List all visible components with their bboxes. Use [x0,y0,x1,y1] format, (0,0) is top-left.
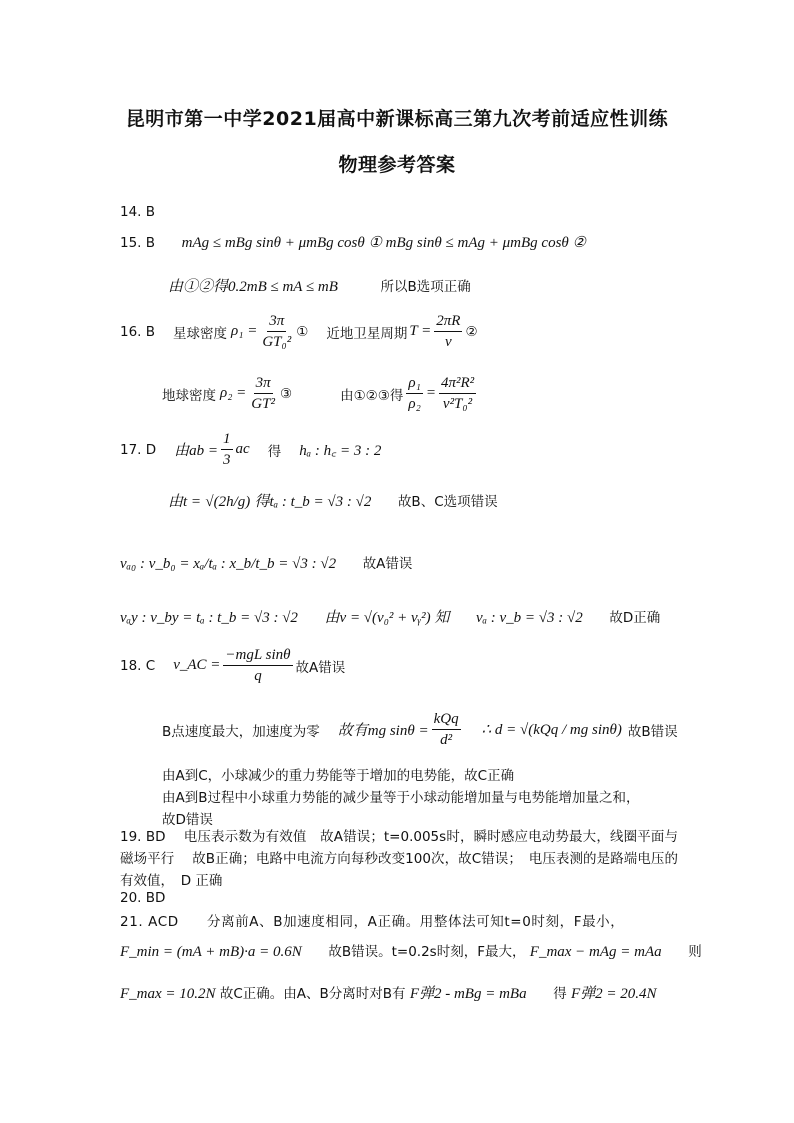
q18-a-den: q [254,668,262,684]
q18-line3: 由A到C，小球减少的重力势能等于增加的电势能，故C正确 [162,768,515,784]
q18-b2: 故有mg sinθ = [337,723,429,739]
q19-paragraph: 19. BD 电压表示数为有效值 故A错误；t=0.005s时，瞬时感应电动势最大，线圈平面与磁场平行 故B正确；电路中电流方向每秒改变100次，故C错误； 电压表测的是路端电压的有效值， D 正确 [120,829,678,889]
q17-a: 由ab = [174,443,219,459]
q17-b3: 故B、C选项错误 [397,494,498,510]
q16-rho2: ρ₂ = [220,385,247,401]
q18-line2 [162,710,678,749]
q17-a3: 得 [267,443,282,460]
q17-line2 [168,490,498,511]
q16-rho2-den: GT² [251,396,275,412]
q14-answer: 14. B [120,204,156,220]
q17-b-sqrt: √(2h/g) [205,494,251,510]
q16-mark1: ① [296,323,309,340]
q16-T-num: 2πR [434,312,462,332]
q21-eq1: F_min = (mA + mB)·a = 0.6N [120,944,302,960]
q17-c: vₐ₀ : v_b₀ = xₐ/tₐ : x_b/t_b = √3 : √2 [120,556,337,572]
q16-result-den: v²T₀² [442,396,473,412]
q16-rho1-fraction [260,312,293,351]
q18-label: 18. C [120,657,156,674]
q21-line2 [120,940,702,961]
q21-line3 [120,982,657,1003]
q17-b2: 得tₐ : t_b = √3 : √2 [254,494,372,510]
q18-b3: ∴ d = √(kQq / mg sinθ) [481,722,622,738]
q16-result-fraction [439,374,476,413]
q16-mark2: ② [465,323,478,340]
q18-a: v_AC = [173,657,221,673]
q17-label: 17. D [120,441,157,458]
q18-b-fraction [432,710,461,749]
q18-b4: 故B错误 [627,723,678,740]
q17-line4 [120,606,660,627]
q15-conclusion: 所以B选项正确 [380,279,471,295]
q16-text3: 地球密度 [162,387,216,404]
q17-a-num: 1 [221,430,233,450]
q16-label: 16. B [120,323,156,340]
q21-t4: 故C正确。由A、B分离时对B有 [219,986,406,1002]
q15-label: 15. B [120,235,156,251]
q16-T: T = [409,323,432,339]
q18-b-num: kQq [432,710,461,730]
q16-text2: 近地卫星周期 [326,325,408,342]
q21-eq2: F_max − mAg = mAa [529,944,662,960]
q18-b: B点速度最大，加速度为零 [162,723,320,740]
q21-t2: 故B错误。t=0.2s时刻，F最大， [328,944,526,960]
q16-T-fraction [434,312,462,351]
q17-a-den: 3 [223,452,231,468]
q17-a2: ac [235,441,250,457]
q18-b-den: d² [440,732,453,748]
q20-answer: 20. BD [120,890,166,906]
q16-text4: 由①②③得 [340,387,404,404]
q15-result: 由①②得0.2mB ≤ mA ≤ mB [168,279,338,295]
q16-rho1: ρ₁ = [231,323,258,339]
q16-ratio-fraction [406,374,422,413]
q18-line4: 由A到B过程中小球重力势能的减少量等于小球动能增加量与电势能增加量之和， [162,790,640,806]
q21-eq5: F弹2 = 20.4N [570,986,657,1002]
q18-line1 [120,646,345,685]
q21-eq4: F弹2 - mBg = mBa [409,986,527,1002]
q16-rho2-fraction [249,374,277,413]
q17-d2: 由v = √(v₀² + vᵧ²) 知 [324,610,450,626]
q17-c2: 故A错误 [362,556,413,572]
q16-mark3: ③ [279,385,293,402]
q21-eq3: F_max = 10.2N [120,986,216,1002]
q16-line2 [162,374,479,413]
q17-d: vₐy : v_by = tₐ : t_b = √3 : √2 [120,610,298,626]
q16-rho1-num: 3π [267,312,286,332]
q15-equation: mAg ≤ mBg sinθ + μmBg cosθ ① mBg sinθ ≤ mAg + μmBg cosθ ② [181,235,586,251]
q16-line1 [120,312,478,351]
q17-a4: hₐ : h꜀ = 3 : 2 [299,442,382,459]
q16-ratio-num: ρ₁ [406,374,422,394]
q16-text1: 星球密度 [173,325,228,342]
q16-rho1-den: GT₀² [262,334,292,350]
page-title-line1: 昆明市第一中学2021届高中新课标高三第九次考前适应性训练 [125,108,669,130]
q15-line2 [168,275,471,296]
q16-T-den: v [445,334,452,350]
q17-a-fraction [221,430,233,469]
q17-line1 [120,430,381,469]
q21-t5: 得 [553,986,567,1002]
q16-rho2-num: 3π [254,374,273,394]
q16-ratio-den: ρ₂ [408,396,421,412]
q18-a-num: −mgL sinθ [223,646,292,666]
q16-result-num: 4π²R² [439,374,476,394]
q17-d3: vₐ : v_b = √3 : √2 [475,610,583,626]
q17-b: 由t = [168,494,202,510]
q21-t3: 则 [688,944,702,960]
q21-line1: 21. ACD 分离前A、B加速度相同，A正确。用整体法可知t=0时刻，F最小， [120,914,625,930]
q17-line3 [120,552,412,573]
q18-a-fraction [223,646,292,685]
q16-equals: = [425,385,436,401]
q17-d4: 故D正确 [609,610,661,626]
q15-line1 [120,233,586,252]
page-title-line2: 物理参考答案 [338,154,456,176]
q18-line5: 故D错误 [162,812,213,828]
q18-a2: 故A错误 [295,659,346,676]
